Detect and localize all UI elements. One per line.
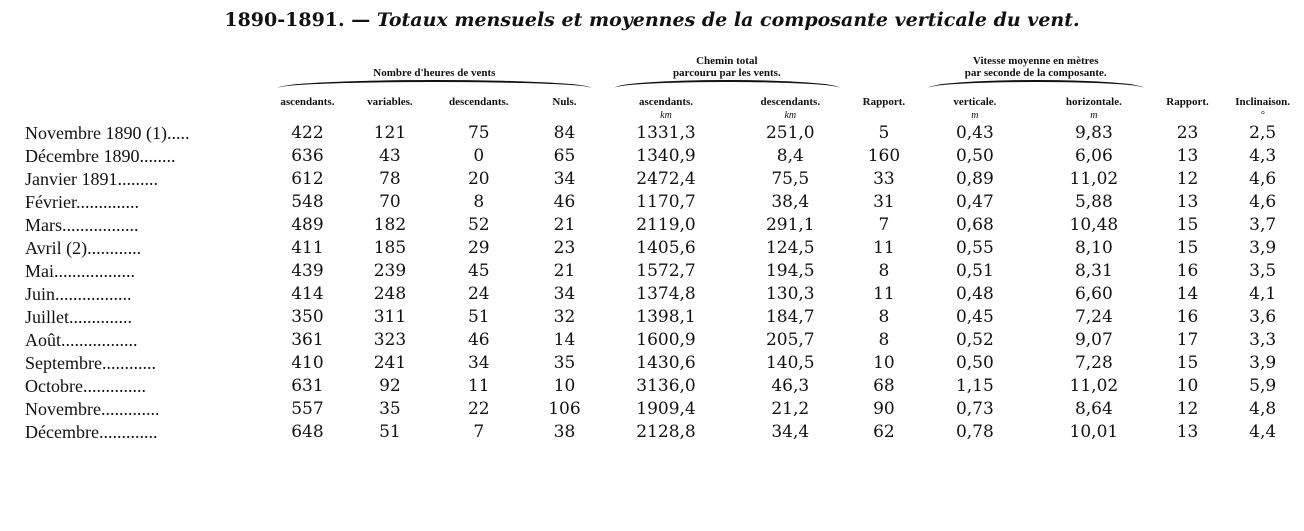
cell-descendants: 7 [473, 422, 485, 442]
cell-ascendants: 548 [291, 192, 324, 212]
cell-path-descendants: 124,5 [765, 238, 815, 258]
cell-horizontale: 8,10 [1074, 238, 1113, 258]
cell-path-descendants: 291,1 [765, 215, 815, 235]
cell-horizontale: 9,07 [1074, 330, 1113, 350]
row-label: Novembre 1890 (1)..... [25, 123, 190, 143]
cell-ascendants: 648 [291, 422, 324, 442]
cell-nuls: 106 [548, 399, 581, 419]
row-label: Novembre............. [25, 399, 160, 419]
cell-ascendants: 439 [291, 261, 324, 281]
col-verticale: verticale. [953, 96, 997, 108]
cell-path-descendants: 140,5 [765, 353, 815, 373]
table-row [25, 352, 1304, 375]
cell-nuls: 38 [553, 422, 576, 442]
cell-rapport-2: 23 [1176, 123, 1199, 143]
title-years: 1890-1891. — [224, 9, 371, 31]
cell-variables: 248 [373, 284, 407, 304]
cell-variables: 311 [373, 307, 407, 327]
row-label: Juin................. [25, 284, 132, 304]
cell-variables: 35 [379, 399, 401, 419]
cell-ascendants: 631 [291, 376, 324, 396]
row-label: Mai.................. [25, 261, 135, 281]
cell-path-descendants: 205,7 [765, 330, 815, 350]
cell-verticale: 0,89 [955, 169, 994, 189]
table-row [25, 421, 1304, 444]
row-label: Août................. [25, 330, 138, 350]
cell-rapport-1: 8 [878, 307, 890, 327]
cell-path-ascendants: 1374,8 [636, 284, 696, 304]
row-label: Septembre............ [25, 353, 156, 373]
cell-horizontale: 5,88 [1074, 192, 1113, 212]
cell-descendants: 34 [467, 353, 490, 373]
table-row [25, 214, 1304, 237]
cell-descendants: 75 [467, 123, 490, 143]
cell-ascendants: 557 [291, 399, 324, 419]
cell-rapport-2: 12 [1176, 169, 1199, 189]
cell-horizontale: 11,02 [1069, 169, 1119, 189]
cell-rapport-1: 10 [873, 353, 895, 373]
row-label: Décembre 1890........ [25, 146, 176, 166]
cell-horizontale: 6,06 [1074, 146, 1113, 166]
row-label: Mars................. [25, 215, 139, 235]
unit-degree: ° [1260, 110, 1265, 121]
cell-path-descendants: 75,5 [771, 169, 810, 189]
cell-horizontale: 10,48 [1069, 215, 1119, 235]
cell-rapport-1: 68 [873, 376, 895, 396]
cell-path-ascendants: 1340,9 [636, 146, 696, 166]
cell-ascendants: 361 [291, 330, 324, 350]
row-label: Juillet.............. [25, 307, 132, 327]
cell-inclinaison: 4,3 [1249, 146, 1277, 166]
col-nuls: Nuls. [552, 96, 577, 108]
cell-descendants: 22 [467, 399, 490, 419]
cell-variables: 323 [373, 330, 407, 350]
group-hours-header: Nombre d'heures de vents [266, 55, 602, 92]
cell-rapport-2: 16 [1176, 261, 1199, 281]
cell-path-descendants: 184,7 [765, 307, 815, 327]
cell-inclinaison: 2,5 [1249, 123, 1277, 143]
cell-ascendants: 489 [291, 215, 324, 235]
group-brace [929, 80, 1143, 88]
cell-descendants: 45 [467, 261, 490, 281]
cell-path-ascendants: 1170,7 [636, 192, 696, 212]
col-descendants: descendants. [448, 96, 509, 108]
table-row [25, 260, 1304, 283]
cell-rapport-2: 13 [1176, 146, 1199, 166]
cell-variables: 43 [379, 146, 401, 166]
cell-ascendants: 350 [291, 307, 324, 327]
cell-variables: 239 [373, 261, 407, 281]
cell-rapport-1: 11 [873, 238, 895, 258]
cell-nuls: 10 [553, 376, 576, 396]
cell-rapport-1: 7 [878, 215, 890, 235]
cell-variables: 51 [379, 422, 401, 442]
cell-verticale: 0,68 [955, 215, 994, 235]
cell-path-ascendants: 2472,4 [636, 169, 696, 189]
cell-rapport-1: 11 [873, 284, 895, 304]
cell-path-ascendants: 1331,3 [636, 123, 696, 143]
col-rapport-1: Rapport. [862, 96, 906, 108]
cell-rapport-2: 14 [1176, 284, 1199, 304]
cell-rapport-2: 15 [1176, 353, 1199, 373]
cell-inclinaison: 4,6 [1249, 192, 1277, 212]
cell-variables: 185 [373, 238, 407, 258]
table-row [25, 375, 1304, 398]
cell-nuls: 65 [553, 146, 576, 166]
cell-inclinaison: 3,7 [1249, 215, 1277, 235]
cell-nuls: 34 [553, 169, 576, 189]
cell-variables: 70 [379, 192, 401, 212]
cell-path-descendants: 46,3 [771, 376, 810, 396]
cell-descendants: 8 [473, 192, 485, 212]
cell-variables: 121 [373, 123, 407, 143]
cell-rapport-2: 13 [1176, 192, 1199, 212]
cell-verticale: 0,55 [955, 238, 994, 258]
cell-nuls: 84 [553, 123, 576, 143]
cell-verticale: 0,45 [955, 307, 994, 327]
cell-nuls: 21 [553, 215, 576, 235]
table-row [25, 329, 1304, 352]
cell-descendants: 46 [467, 330, 490, 350]
unit-m: m [971, 110, 979, 121]
cell-path-ascendants: 2128,8 [636, 422, 696, 442]
cell-horizontale: 8,31 [1074, 261, 1113, 281]
cell-rapport-1: 62 [873, 422, 895, 442]
cell-horizontale: 7,28 [1074, 353, 1113, 373]
cell-verticale: 0,47 [955, 192, 994, 212]
cell-nuls: 46 [553, 192, 576, 212]
group-brace [615, 80, 840, 88]
cell-ascendants: 612 [291, 169, 324, 189]
row-label: Janvier 1891......... [25, 169, 158, 189]
cell-path-descendants: 21,2 [771, 399, 810, 419]
table-row [25, 145, 1304, 168]
cell-path-descendants: 8,4 [776, 146, 804, 166]
cell-descendants: 51 [467, 307, 490, 327]
table-title [0, 9, 1304, 31]
col-ascendants: ascendants. [280, 96, 335, 108]
cell-path-ascendants: 1430,6 [636, 353, 696, 373]
cell-horizontale: 9,83 [1074, 123, 1113, 143]
col-inclinaison: Inclinaison. [1235, 96, 1290, 108]
table-row [25, 191, 1304, 214]
cell-descendants: 24 [467, 284, 490, 304]
cell-inclinaison: 5,9 [1249, 376, 1277, 396]
cell-horizontale: 6,60 [1074, 284, 1113, 304]
cell-path-ascendants: 2119,0 [636, 215, 696, 235]
cell-rapport-2: 15 [1176, 215, 1199, 235]
row-label: Décembre............. [25, 422, 158, 442]
unit-m: m [1090, 110, 1098, 121]
cell-inclinaison: 3,9 [1249, 238, 1277, 258]
cell-nuls: 35 [553, 353, 576, 373]
cell-inclinaison: 3,3 [1249, 330, 1277, 350]
cell-path-ascendants: 1572,7 [636, 261, 696, 281]
cell-nuls: 14 [553, 330, 576, 350]
cell-verticale: 0,50 [955, 353, 994, 373]
unit-km: km [660, 110, 672, 121]
cell-rapport-2: 17 [1176, 330, 1199, 350]
group-brace [278, 80, 590, 88]
cell-rapport-1: 5 [878, 123, 890, 143]
cell-rapport-1: 8 [878, 261, 890, 281]
table-row [25, 237, 1304, 260]
group-path-header: Chemin total parcouru par les vents. [603, 55, 852, 92]
cell-path-descendants: 38,4 [771, 192, 810, 212]
cell-path-descendants: 34,4 [771, 422, 810, 442]
cell-nuls: 23 [553, 238, 576, 258]
cell-rapport-2: 15 [1176, 238, 1199, 258]
cell-variables: 182 [373, 215, 407, 235]
cell-inclinaison: 4,4 [1249, 422, 1277, 442]
table-row [25, 283, 1304, 306]
unit-km: km [784, 110, 797, 121]
col-path-ascendants: ascendants. [638, 96, 694, 108]
table-row [25, 306, 1304, 329]
cell-descendants: 20 [467, 169, 490, 189]
cell-inclinaison: 3,9 [1249, 353, 1277, 373]
cell-horizontale: 11,02 [1069, 376, 1119, 396]
title-text: Totaux mensuels et moyennes de la composante verticale du vent. [376, 9, 1080, 31]
cell-variables: 78 [379, 169, 401, 189]
cell-rapport-1: 8 [878, 330, 890, 350]
cell-horizontale: 7,24 [1074, 307, 1113, 327]
cell-verticale: 1,15 [955, 376, 994, 396]
table-row [25, 398, 1304, 421]
cell-descendants: 29 [467, 238, 490, 258]
cell-path-ascendants: 1600,9 [636, 330, 696, 350]
cell-path-ascendants: 1398,1 [636, 307, 696, 327]
cell-inclinaison: 4,6 [1249, 169, 1277, 189]
row-label: Octobre.............. [25, 376, 146, 396]
cell-nuls: 21 [553, 261, 576, 281]
cell-rapport-2: 10 [1176, 376, 1199, 396]
cell-horizontale: 10,01 [1069, 422, 1119, 442]
cell-path-ascendants: 1405,6 [636, 238, 696, 258]
col-rapport-2: Rapport. [1166, 96, 1209, 108]
cell-horizontale: 8,64 [1074, 399, 1113, 419]
cell-nuls: 34 [553, 284, 576, 304]
cell-verticale: 0,73 [955, 399, 994, 419]
cell-inclinaison: 3,6 [1249, 307, 1277, 327]
cell-ascendants: 422 [291, 123, 324, 143]
row-label: Avril (2)............ [25, 238, 142, 258]
cell-rapport-1: 90 [873, 399, 895, 419]
cell-verticale: 0,52 [955, 330, 994, 350]
cell-rapport-1: 33 [873, 169, 895, 189]
cell-path-descendants: 194,5 [765, 261, 815, 281]
cell-verticale: 0,78 [955, 422, 994, 442]
cell-variables: 241 [373, 353, 407, 373]
cell-variables: 92 [379, 376, 401, 396]
cell-rapport-1: 160 [867, 146, 901, 166]
cell-inclinaison: 3,5 [1249, 261, 1277, 281]
cell-path-ascendants: 3136,0 [636, 376, 696, 396]
group-speed-header: Vitesse moyenne en mètres par seconde de la composante. [917, 55, 1155, 92]
table-row [25, 168, 1304, 191]
cell-path-descendants: 130,3 [765, 284, 815, 304]
cell-descendants: 0 [473, 146, 485, 166]
wind-data-table [25, 55, 1304, 444]
cell-verticale: 0,43 [955, 123, 994, 143]
cell-rapport-2: 13 [1176, 422, 1199, 442]
cell-inclinaison: 4,1 [1249, 284, 1277, 304]
col-horizontale: horizontale. [1065, 96, 1122, 108]
cell-ascendants: 411 [291, 238, 324, 258]
cell-rapport-2: 12 [1176, 399, 1199, 419]
cell-nuls: 32 [553, 307, 576, 327]
col-variables: variables. [367, 96, 413, 108]
cell-verticale: 0,48 [955, 284, 994, 304]
cell-verticale: 0,51 [955, 261, 994, 281]
cell-inclinaison: 4,8 [1249, 399, 1277, 419]
cell-descendants: 11 [467, 376, 490, 396]
cell-ascendants: 414 [291, 284, 324, 304]
cell-rapport-2: 16 [1176, 307, 1199, 327]
cell-path-descendants: 251,0 [765, 123, 815, 143]
row-label: Février.............. [25, 192, 139, 212]
cell-descendants: 52 [467, 215, 490, 235]
col-path-descendants: descendants. [760, 96, 821, 108]
table-row [25, 122, 1304, 145]
cell-ascendants: 636 [291, 146, 324, 166]
cell-verticale: 0,50 [955, 146, 994, 166]
cell-rapport-1: 31 [873, 192, 895, 212]
cell-path-ascendants: 1909,4 [636, 399, 696, 419]
cell-ascendants: 410 [291, 353, 324, 373]
